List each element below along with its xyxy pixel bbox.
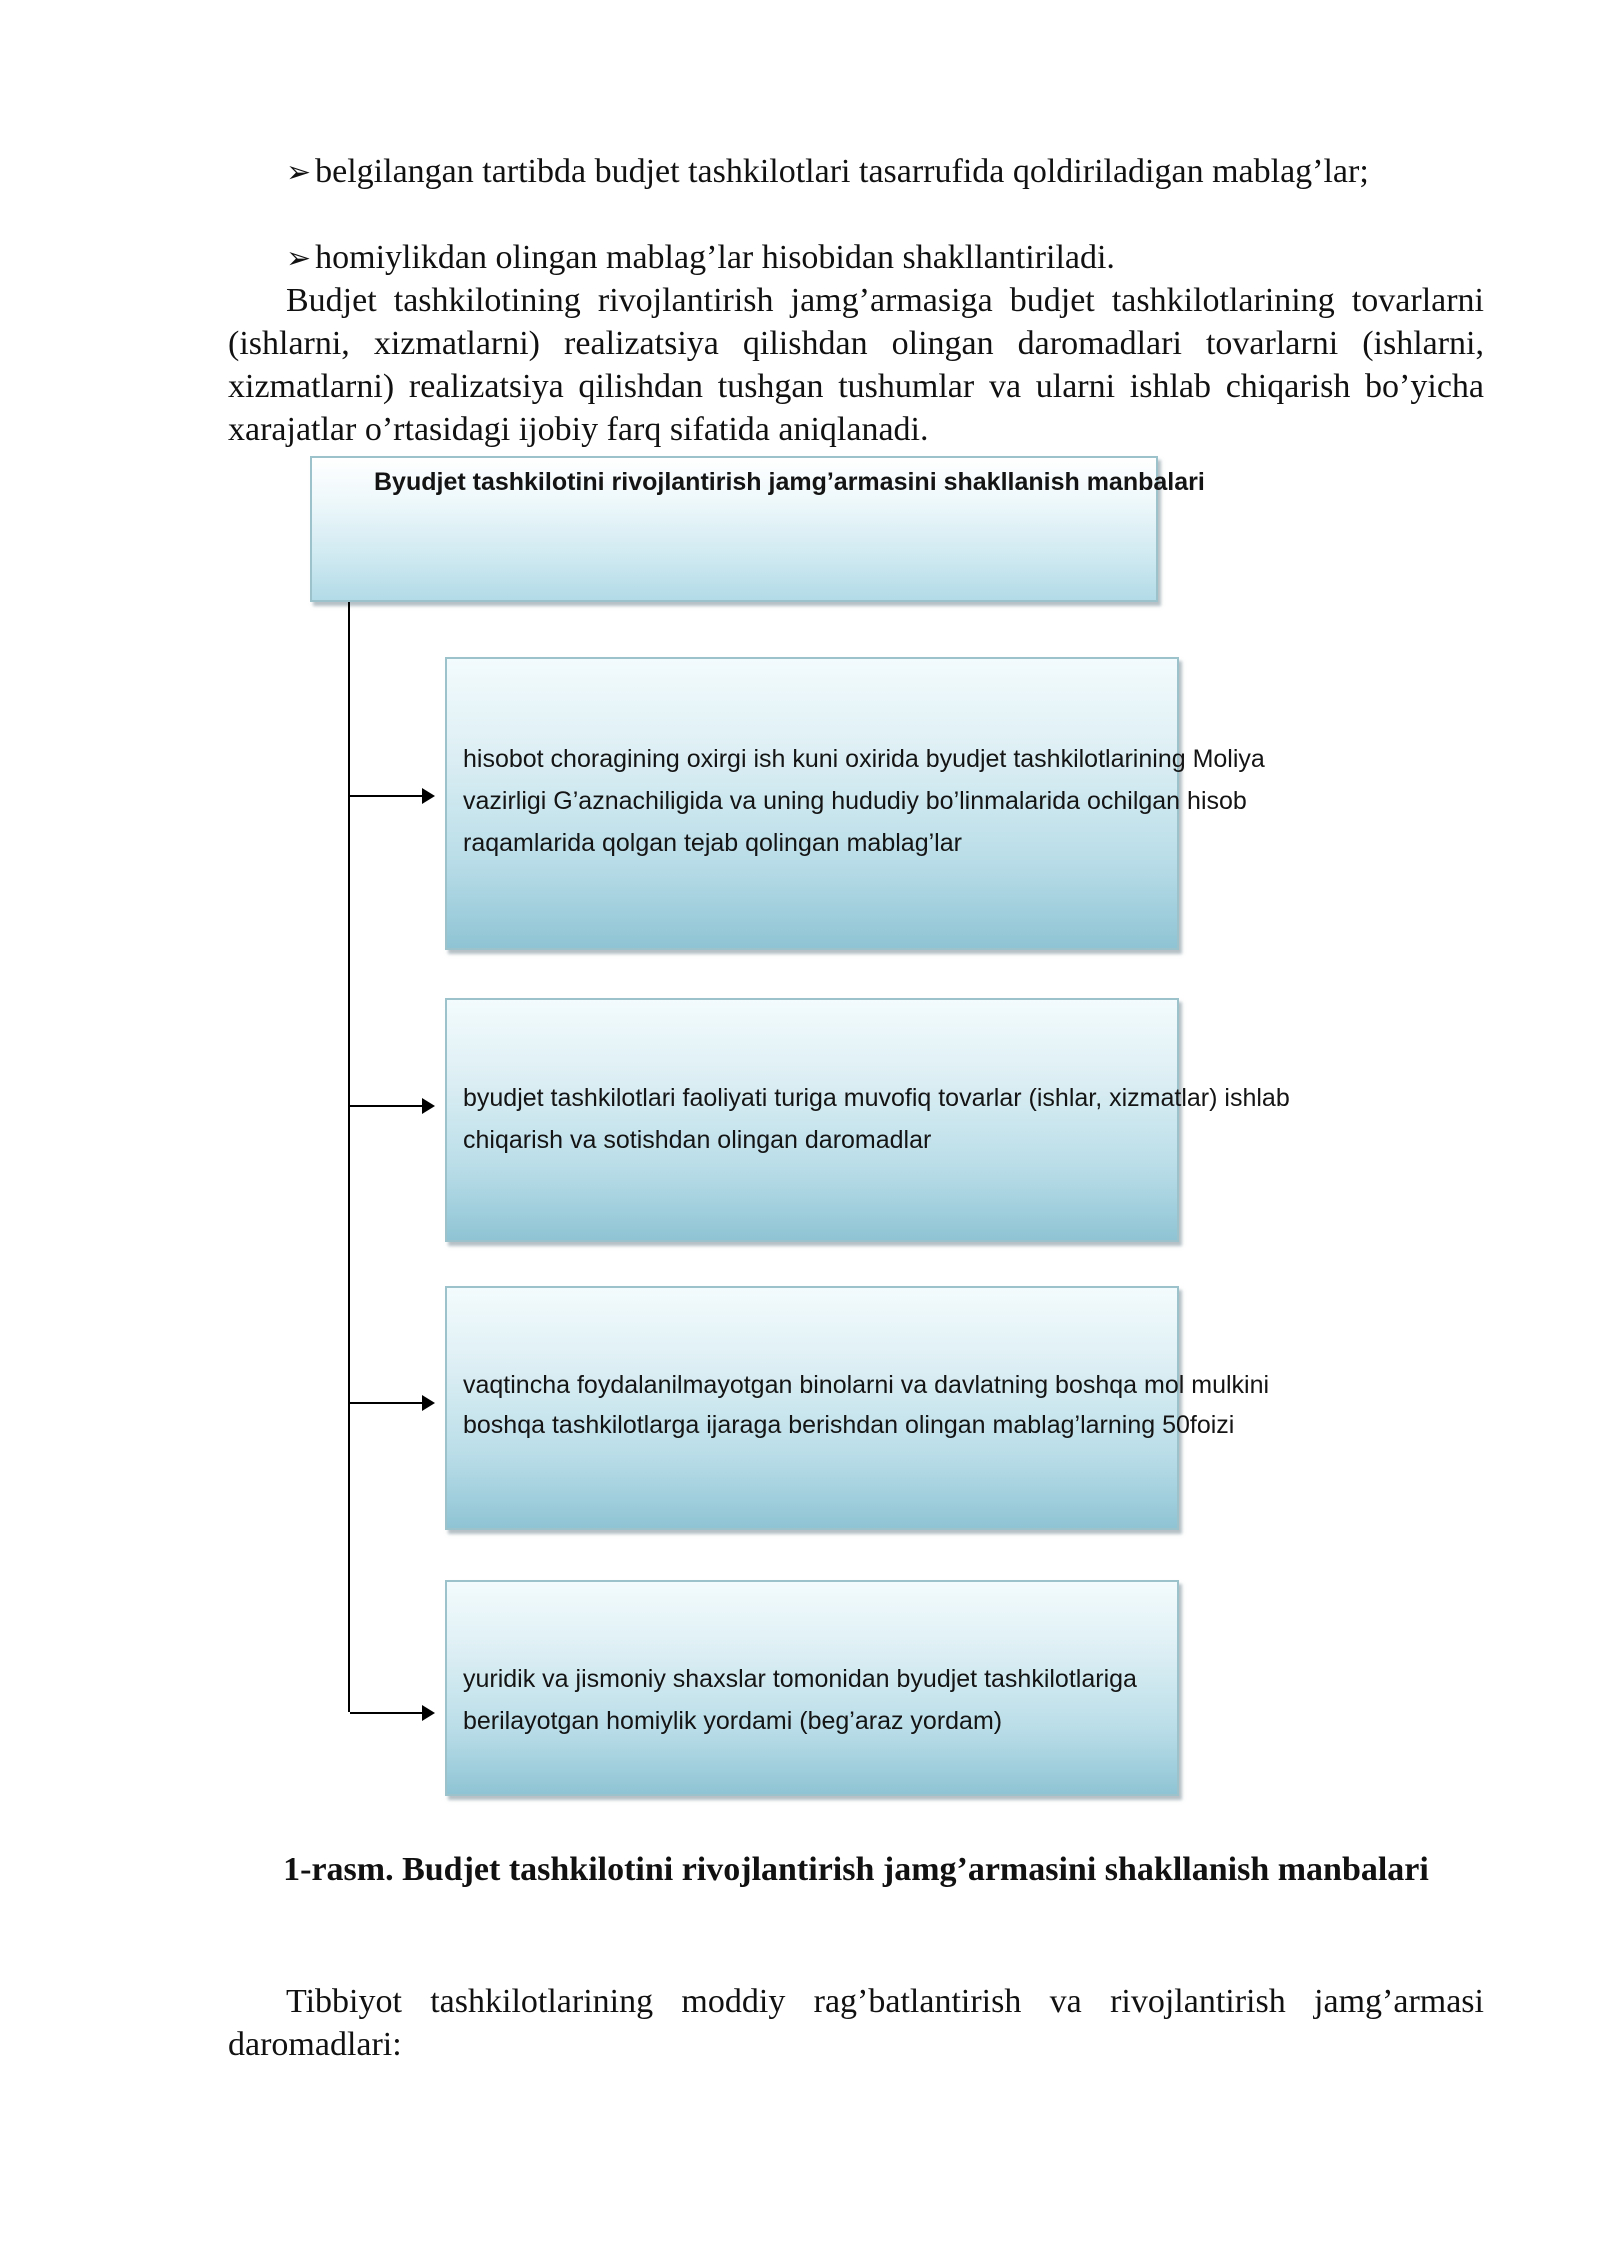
diagram-item-text-2: byudjet tashkilotlari faoliyati turiga muvofiq tovarlar (ishlar, xizmatlar) ishlab chiqarish va sotishdan olingan daromadlar xyxy=(463,1084,1290,1154)
diagram-item-box-4 xyxy=(445,1580,1179,1796)
bullet-text-2: homiylikdan olingan mablag’lar hisobidan shakllantiriladi. xyxy=(315,239,1115,276)
bullet-item-2 xyxy=(228,236,1484,280)
body-paragraph-2: Tibbiyot tashkilotlarining moddiy rag’batlantirish va rivojlantirish jamg’armasi daromadlari: xyxy=(228,1983,1484,2063)
figure-caption: 1-rasm. Budjet tashkilotini rivojlantirish jamg’armasini shakllanish manbalari xyxy=(283,1851,1429,1888)
diagram-item-text-3: vaqtincha foydalanilmayotgan binolarni va davlatning boshqa mol mulkini boshqa tashkilotlarga ijaraga berishdan olingan mablag’larning 50foizi xyxy=(463,1371,1270,1439)
arrow-to-item-2 xyxy=(350,1105,423,1107)
connector-line xyxy=(348,602,350,1712)
bullet-item-1 xyxy=(228,150,1484,194)
diagram-header-text: Byudjet tashkilotini rivojlantirish jamg’armasini shakllanish manbalari xyxy=(374,468,1205,496)
diagram-item-text-1: hisobot choragining oxirgi ish kuni oxirida byudjet tashkilotlarining Moliya vazirligi G’aznachiligida va uning hududiy bo’linmalarida ochilgan hisob raqamlarida qolgan tejab qolingan mablag’lar xyxy=(463,745,1265,857)
arrow-to-item-4 xyxy=(350,1712,423,1714)
arrow-to-item-1 xyxy=(350,795,423,797)
bullet-text-1: belgilangan tartibda budjet tashkilotlari tasarrufida qoldiriladigan mablag’lar; xyxy=(315,153,1369,190)
arrow-bullet-icon: ➢ xyxy=(286,155,312,190)
diagram-header-box xyxy=(310,456,1205,602)
diagram-item-text-4: yuridik va jismoniy shaxslar tomonidan byudjet tashkilotlariga berilayotgan homiylik yordami (beg’araz yordam) xyxy=(463,1665,1137,1735)
arrow-bullet-icon: ➢ xyxy=(286,241,312,276)
diagram-item-box-2 xyxy=(445,998,1290,1242)
arrow-to-item-3 xyxy=(350,1402,423,1404)
diagram-item-box-3 xyxy=(445,1286,1270,1530)
diagram-item-box-1 xyxy=(445,657,1265,950)
body-paragraph-1: Budjet tashkilotining rivojlantirish jamg’armasiga budjet tashkilotlarining tovarlarni (ishlarni, xizmatlarni) realizatsiya qilishdan olingan daromadlari tovarlarni (ishlarni, xizmatlarni) realizatsiya qilishdan tushgan tushumlar va ularni ishlab chiqarish bo’yicha xarajatlar o’rtasidagi ijobiy farq sifatida aniqlanadi. xyxy=(228,282,1484,448)
